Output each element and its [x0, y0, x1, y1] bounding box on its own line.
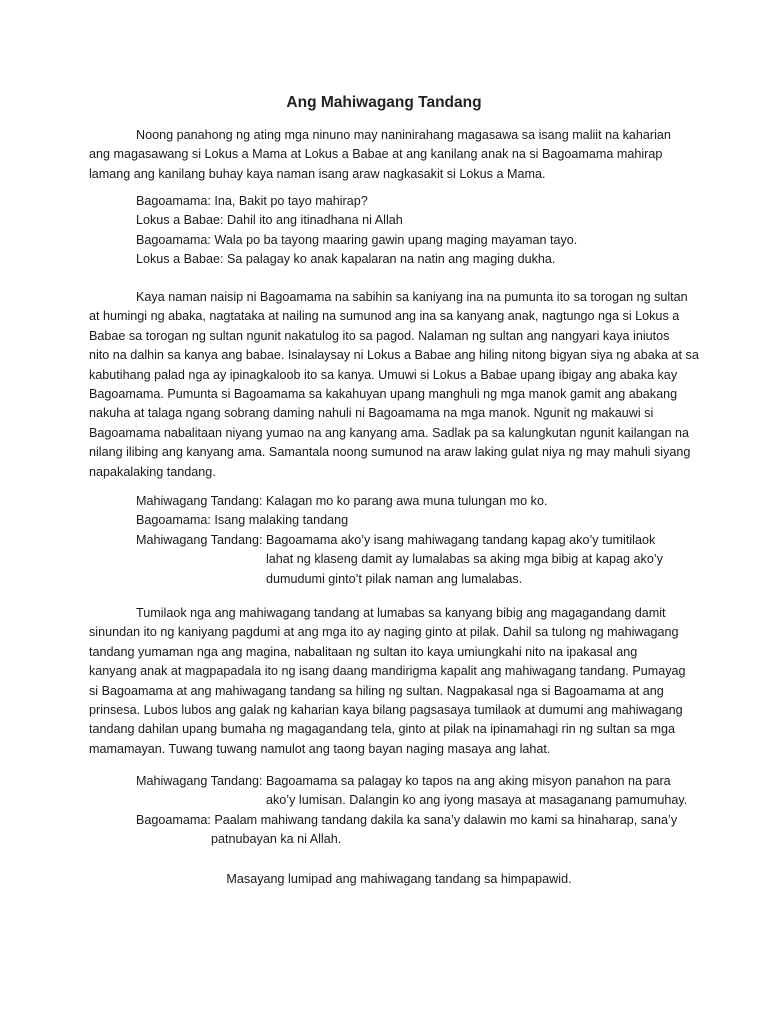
paragraph-line: Noong panahong ng ating mga ninuno may naninirahang magasawa sa isang maliit na kaharian [136, 128, 671, 142]
paragraph-line: si Bagoamama at ang mahiwagang tandang sa hiling ng sultan. Nagpakasal nga si Bagoamama at ang [89, 683, 664, 698]
dialogue-line: Lokus a Babae: Dahil ito ang itinadhana ni Allah [136, 213, 403, 228]
dialogue-block-2 [136, 492, 663, 589]
dialogue-continuation: lahat ng klaseng damit ay lumalabas sa aking mga bibig at kapag ako’y [266, 552, 663, 567]
paragraph-line: at humingi ng abaka, nagtataka at nailing na sumunod ang ina sa kanyang anak, nagtungo nga si Lokus a [89, 309, 680, 324]
paragraph-line: prinsesa. Lubos lubos ang galak ng kaharian kaya bilang pagsasaya tumilaok at dumumi ang mahiwagang [89, 703, 683, 718]
dialogue-continuation: ako’y lumisan. Dalangin ko ang iyong masaya at masaganang pamumuhay. [266, 793, 688, 808]
dialogue-line: Bagoamama: Paalam mahiwang tandang dakila ka sana’y dalawin mo kami sa hinaharap, sana’y [136, 812, 678, 827]
paragraph-line: kabutihang palad nga ay ipinagkaloob ito sa kanya. Umuwi si Lokus a Babae upang ibigay ang abaka kay [89, 367, 678, 382]
paragraph-line: nakuha at talaga ngang sobrang daming nahuli ni Bagoamama na mga manok. Ngunit ng makauwi si [89, 406, 654, 421]
paragraph-line: kanyang anak at magpapadala ito ng isang daang mandirigma kapalit ang mahiwagang tandang. Pumayag [89, 664, 686, 679]
dialogue-line: Bagoamama: Ina, Bakit po tayo mahirap? [136, 194, 368, 208]
paragraph-line: tandang dahilan upang bumaha ng magagandang tela, ginto at pilak na ipinamahagi rin ng sultan sa mga [89, 722, 676, 737]
dialogue-line: Bagoamama: Isang malaking tandang [136, 513, 349, 528]
paragraph-line: mamamayan. Tuwang tuwang namulot ang taong bayan naging masaya ang lahat. [89, 741, 551, 756]
closing-line: Masayang lumipad ang mahiwagang tandang sa himpapawid. [226, 872, 572, 886]
paragraph-line: Bagoamama. Pumunta si Bagoamama sa kakahuyan upang manghuli ng mga manok gamit ang abakang [89, 387, 678, 402]
dialogue-block-1 [136, 192, 577, 270]
paragraph-line: tandang yumaman nga ang magina, nabalitaan ng sultan ito kaya umiungkahi nito na ipakasal ang [89, 644, 638, 659]
paragraph-intro [89, 126, 685, 184]
dialogue-continuation: dumudumi ginto’t pilak naman ang lumalabas. [266, 571, 523, 586]
document-title: Ang Mahiwagang Tandang [286, 94, 482, 111]
dialogue-block-3 [136, 772, 687, 850]
paragraph-line: ang magasawang si Lokus a Mama at Lokus a Babae at ang kanilang anak na si Bagoamama mahirap [89, 147, 663, 162]
dialogue-line: Mahiwagang Tandang: Kalagan mo ko parang awa muna tulungan mo ko. [136, 494, 548, 508]
paragraph-line: sinundan ito ng kaniyang pagdumi at ang mga ito ay naging ginto at pilak. Dahil sa tulong ng mahiwagang [89, 625, 679, 640]
paragraph-resolution [89, 604, 685, 759]
paragraph-line: lamang ang kanilang buhay kaya naman isang araw nagkasakit si Lokus a Mama. [89, 166, 546, 181]
paragraph-line: nilang ilibing ang kanyang ama. Samantala noong sumunod na araw laking gulat niya ng may mahuli siyang [89, 445, 691, 460]
paragraph-line: napakalaking tandang. [89, 464, 216, 479]
dialogue-line: Bagoamama: Wala po ba tayong maaring gawin upang maging mayaman tayo. [136, 232, 578, 247]
paragraph-line: nito na dalhin sa kanya ang babae. Isinalaysay ni Lokus a Babae ang hiling nitong bigyan siya ng abaka at sa [89, 348, 699, 363]
dialogue-continuation: patnubayan ka ni Allah. [211, 832, 342, 847]
paragraph-line: Tumilaok nga ang mahiwagang tandang at lumabas sa kanyang bibig ang magagandang damit [136, 606, 666, 620]
paragraph-story [89, 288, 699, 482]
paragraph-line: Bagoamama nabalitaan niyang yumao na ang kanyang ama. Sadlak pa sa kalungkutan ngunit kailangan na [89, 425, 690, 440]
dialogue-line: Mahiwagang Tandang: Bagoamama sa palagay ko tapos na ang aking misyon panahon na para [136, 774, 671, 788]
dialogue-line: Lokus a Babae: Sa palagay ko anak kapalaran na natin ang maging dukha. [136, 252, 556, 267]
paragraph-line: Babae sa torogan ng sultan ngunit nakatulog ito sa pagod. Nalaman ng sultan ang nangyari kaya iniutos [89, 328, 670, 343]
dialogue-line: Mahiwagang Tandang: Bagoamama ako’y isang mahiwagang tandang kapag ako’y tumitilaok [136, 532, 656, 547]
paragraph-line: Kaya naman naisip ni Bagoamama na sabihin sa kaniyang ina na pumunta ito sa torogan ng sultan [136, 290, 688, 304]
